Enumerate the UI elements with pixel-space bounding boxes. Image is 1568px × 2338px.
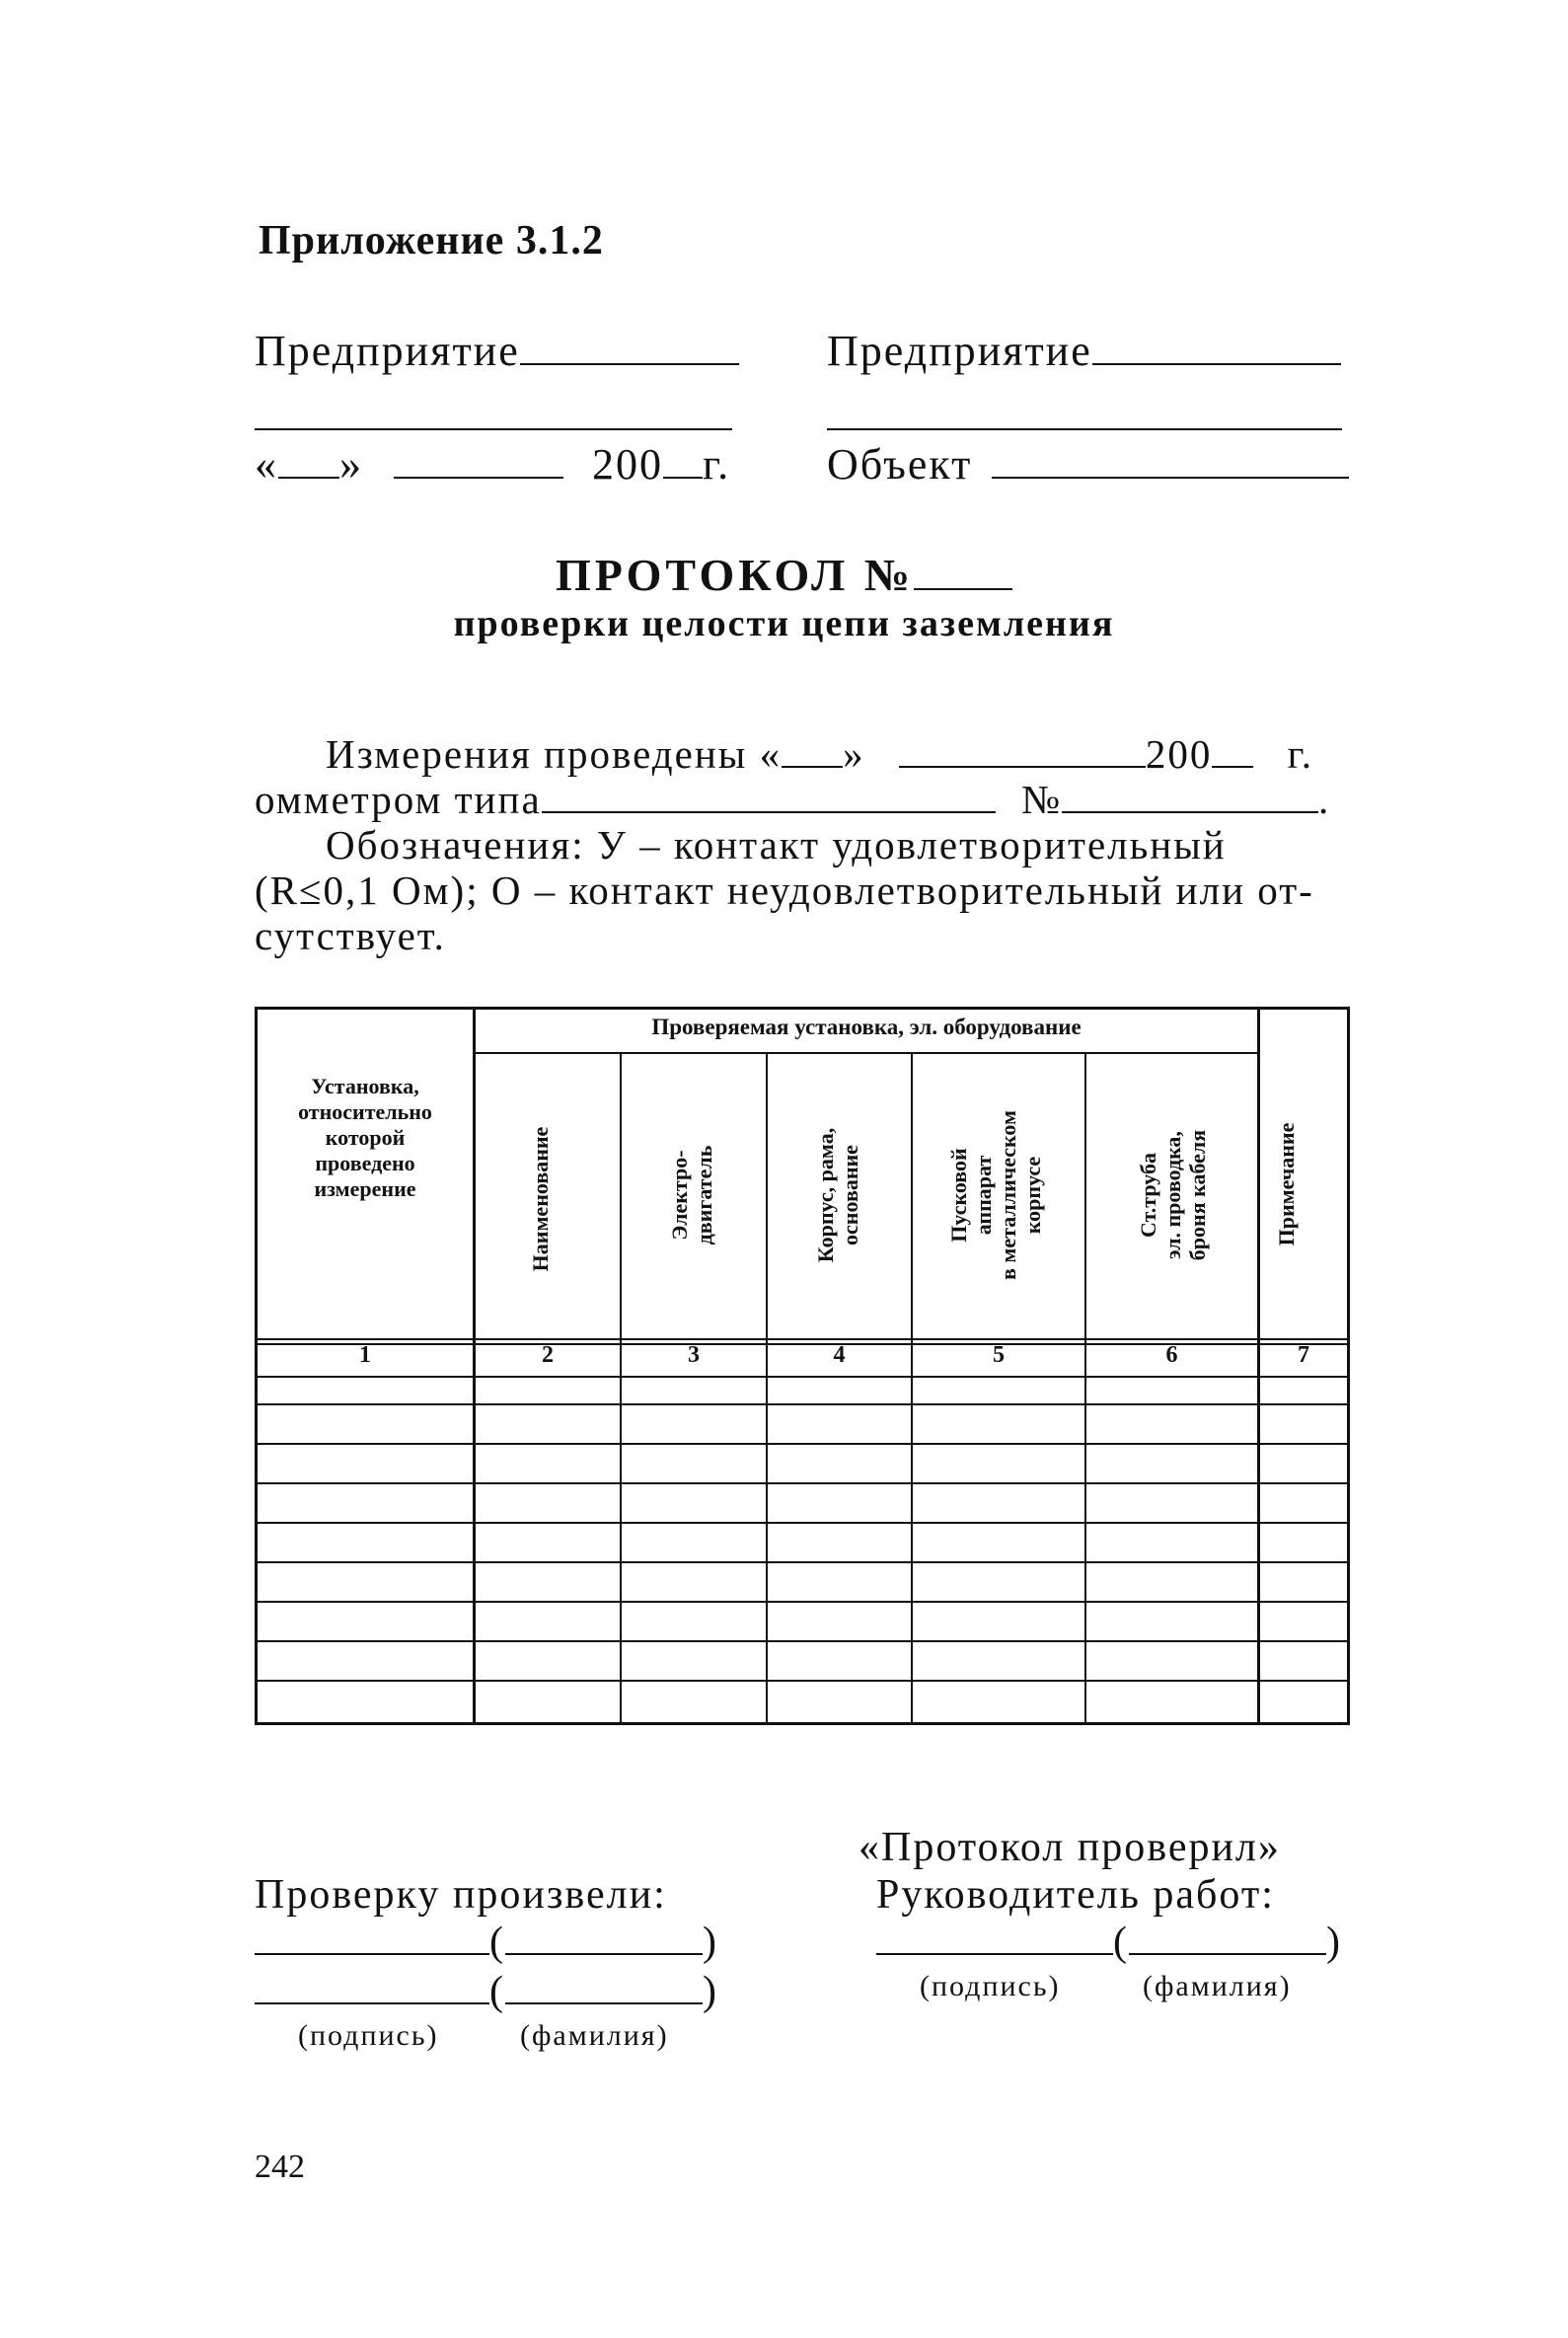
- row-line: [255, 1403, 1350, 1405]
- date-quote-open: «: [255, 440, 278, 489]
- col-pipe-header: [1136, 1067, 1213, 1323]
- col1-header-line: относительно: [298, 1099, 432, 1124]
- col-motor-header: [667, 1077, 718, 1314]
- month-blank[interactable]: [394, 476, 563, 479]
- col-frame-header-line: основание: [838, 1145, 862, 1245]
- manager-signature-line: [876, 1919, 1342, 1966]
- col1-header-line: измерение: [314, 1176, 416, 1201]
- col-pipe-header-line: броня кабеля: [1185, 1129, 1210, 1261]
- surname-caption-right: (фамилия): [1143, 1970, 1292, 2002]
- measure-day-blank[interactable]: [782, 765, 843, 768]
- group-header: Проверяемая установка, эл. оборудование: [651, 1015, 1082, 1039]
- manager-surname-blank[interactable]: [1129, 1952, 1326, 1955]
- measure-month-blank[interactable]: [899, 765, 1146, 768]
- paren-close: ): [1326, 1920, 1342, 1965]
- measure-year-suffix: г.: [1287, 731, 1314, 777]
- ohmmeter-period: .: [1318, 777, 1331, 822]
- col-starter-header-line: Пусковой: [946, 1148, 971, 1243]
- ohmmeter-number-blank[interactable]: [1062, 810, 1318, 813]
- col-number: 4: [833, 1342, 846, 1368]
- col-frame-header: [813, 1077, 864, 1314]
- col-number: 1: [359, 1342, 371, 1368]
- measure-year-blank[interactable]: [1212, 765, 1253, 768]
- enterprise-second-line-left[interactable]: [255, 428, 732, 430]
- col-number: 7: [1298, 1342, 1309, 1368]
- table-border-top: [255, 1007, 1350, 1010]
- enterprise-field-left: [255, 326, 739, 376]
- year-blank[interactable]: [663, 476, 703, 479]
- row-line: [255, 1522, 1350, 1524]
- col-notes-header-line: Примечание: [1274, 1122, 1299, 1246]
- col-motor-header-line: двигатель: [692, 1145, 716, 1245]
- object-blank[interactable]: [992, 476, 1349, 479]
- table-border-right: [1347, 1007, 1350, 1725]
- performer-signature-line-1: [255, 1919, 718, 1966]
- col-divider-3: [766, 1052, 768, 1725]
- col-pipe-header-line: Ст.труба: [1136, 1153, 1160, 1238]
- col-starter-header-line: аппарат: [971, 1155, 996, 1236]
- performer-1-signature-blank[interactable]: [255, 1952, 489, 1955]
- row-line: [255, 1601, 1350, 1603]
- measurements-quote-close: »: [843, 731, 865, 777]
- protocol-subtitle: проверки целости цепи заземления: [453, 603, 1115, 644]
- enterprise-label-left: Предприятие: [255, 327, 520, 375]
- header-bottom-line-1: [255, 1338, 1350, 1340]
- measurements-line: [326, 730, 1313, 778]
- protocol-title-text: ПРОТОКОЛ №: [556, 550, 914, 600]
- protocol-number-blank[interactable]: [914, 587, 1012, 590]
- col-name-header: [528, 1081, 567, 1318]
- date-field: [255, 439, 730, 490]
- paren-close: ): [703, 1920, 718, 1965]
- surname-caption-left: (фамилия): [520, 2019, 669, 2052]
- legend-line-1: Обозначения: У – контакт удовлетворительный: [326, 822, 1227, 867]
- enterprise-field-right: [827, 326, 1341, 376]
- col-frame-header-line: Корпус, рама,: [813, 1127, 838, 1263]
- legend-line-3: сутствует.: [255, 913, 446, 958]
- table-border-bottom: [255, 1722, 1350, 1725]
- col-starter-header-line: корпусе: [1020, 1156, 1045, 1235]
- row-line: [255, 1561, 1350, 1563]
- measurements-label: Измерения проведены «: [326, 731, 783, 777]
- ohmmeter-type-blank[interactable]: [542, 810, 996, 813]
- row-line: [255, 1376, 1350, 1378]
- col1-header-line: проведено: [315, 1151, 415, 1175]
- day-blank[interactable]: [278, 476, 339, 479]
- col-number: 5: [993, 1342, 1005, 1368]
- year-prefix: 200: [592, 440, 663, 489]
- performer-signature-line-2: [255, 1968, 718, 2015]
- performed-label: Проверку произвели:: [255, 1872, 667, 1918]
- appendix-heading: Приложение 3.1.2: [259, 218, 604, 264]
- protocol-title: [0, 549, 1568, 601]
- date-quote-close: »: [339, 440, 363, 489]
- paren-open: (: [489, 1920, 505, 1965]
- legend-line-2: (R≤0,1 Ом); О – контакт неудовлетворительный или от-: [255, 867, 1314, 913]
- enterprise-label-right: Предприятие: [827, 327, 1092, 375]
- ohmmeter-number-sign: №: [1020, 777, 1063, 822]
- col-number: 2: [542, 1342, 554, 1368]
- ohmmeter-line: [255, 776, 1330, 823]
- col1-header: [259, 1074, 472, 1202]
- col-pipe-header-line: эл. проводка,: [1160, 1131, 1185, 1259]
- object-label: Объект: [827, 440, 973, 489]
- col-number: 6: [1165, 1342, 1178, 1368]
- checked-label: «Протокол проверил»: [859, 1825, 1281, 1870]
- enterprise-blank-right[interactable]: [1092, 362, 1341, 365]
- paren-open: (: [489, 1969, 505, 2014]
- ohmmeter-label: омметром типа: [255, 777, 542, 822]
- col-starter-header-line: в металлическом: [996, 1110, 1020, 1280]
- manager-label: Руководитель работ:: [876, 1872, 1275, 1918]
- measure-year-prefix: 200: [1145, 731, 1213, 777]
- row-line: [255, 1640, 1350, 1642]
- signature-caption-left: (подпись): [298, 2019, 439, 2052]
- paren-close: ): [703, 1969, 718, 2014]
- enterprise-blank-left[interactable]: [520, 362, 739, 365]
- group-header-divider: [474, 1052, 1258, 1054]
- col-notes-header: [1274, 1076, 1313, 1293]
- row-line: [255, 1680, 1350, 1682]
- col-name-header-line: Наименование: [528, 1126, 553, 1272]
- table-border-left: [255, 1007, 258, 1725]
- row-line: [255, 1443, 1350, 1445]
- performer-1-surname-blank[interactable]: [505, 1952, 703, 1955]
- performer-2-signature-blank[interactable]: [255, 2001, 489, 2004]
- col-motor-header-line: Электро-: [667, 1150, 692, 1241]
- page-number: 242: [255, 2149, 305, 2185]
- row-line: [255, 1482, 1350, 1484]
- object-field: [827, 439, 1349, 490]
- col-divider-5: [1084, 1052, 1086, 1725]
- manager-signature-blank[interactable]: [876, 1952, 1113, 1955]
- col-starter-header: [946, 1067, 1047, 1323]
- col-number: 3: [688, 1342, 700, 1368]
- col1-header-line: Установка,: [311, 1074, 419, 1098]
- signature-caption-right: (подпись): [920, 1970, 1061, 2002]
- col1-header-line: которой: [325, 1125, 406, 1150]
- col-divider-4: [911, 1052, 913, 1725]
- enterprise-second-line-right[interactable]: [827, 428, 1342, 430]
- year-suffix: г.: [703, 440, 731, 489]
- paren-open: (: [1113, 1920, 1129, 1965]
- col-divider-2: [620, 1052, 622, 1725]
- performer-2-surname-blank[interactable]: [505, 2001, 703, 2004]
